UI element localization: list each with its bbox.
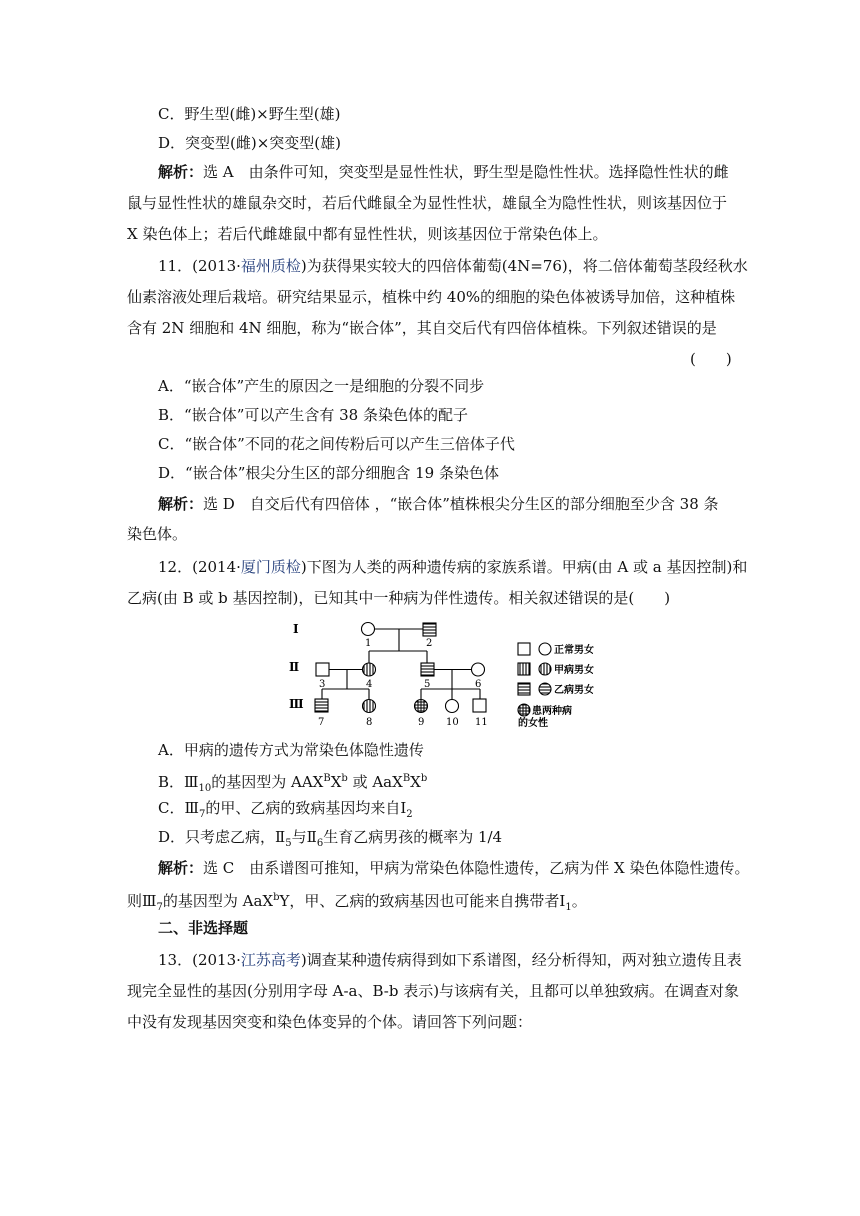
subscript: 1 [565,902,572,913]
individual-III9-both-diseases-female [415,700,428,713]
explanation-text: 选 C 由系谱图可推知，甲病为常染色体隐性遗传，乙病为伴 X 染色体隐性遗传。 [203,859,750,877]
text-seg: 或 AaX [347,773,403,791]
individual-II6-normal-female [472,663,485,676]
individual-III11-normal-male [473,699,486,712]
subscript: 6 [316,838,324,849]
q13-stem-text: )调查某种遗传病得到如下系谱图，经分析得知，两对独立遗传且表 [300,951,742,969]
superscript: B [402,773,411,784]
label-n8: 8 [366,717,373,728]
q11-option-a: A．“嵌合体”产生的原因之一是细胞的分裂不同步 [158,377,485,395]
subscript: 7 [156,902,163,913]
individual-III7-yi-male [315,699,328,712]
text-seg: 则Ⅲ [127,892,157,910]
subscript: 2 [406,809,413,820]
section-heading: 二、非选择题 [158,919,249,937]
label-n11: 11 [475,717,488,728]
individual-II4-jia-female [363,663,376,676]
text-seg: 的基因型为 AaX [162,892,274,910]
label-n7: 7 [318,717,325,728]
legend-both-female-symbol [518,704,530,716]
individual-I2-yi-male [423,623,436,636]
legend-normal-male-symbol [518,643,530,655]
q11-number: 11．(2013· [158,257,241,275]
legend-yi-male-symbol [518,683,530,695]
pedigree-diagram [285,617,625,737]
individual-I1-normal-female [362,623,375,636]
q12-number: 12．(2014· [158,558,241,576]
text-seg: B．Ⅲ [158,773,199,791]
q12-source-link[interactable]: 厦门质检 [240,558,301,576]
q11-stem-text: )为获得果实较大的四倍体葡萄(4N=76)，将二倍体葡萄茎段经秋水 [300,257,748,275]
q12-stem-text: )下图为人类的两种遗传病的家族系谱。甲病(由 A 或 a 基因控制)和 [300,558,748,576]
q11-option-d: D．“嵌合体”根尖分生区的部分细胞含 19 条染色体 [158,464,499,482]
superscript: B [323,773,331,784]
q11-answer-paren: ( ) [690,350,732,368]
q12-option-b [158,769,427,799]
q12-explanation-1 [158,858,749,878]
q10-option-d: D．突变型(雌)×突变型(雄) [158,134,342,152]
q12-stem-1 [158,557,747,577]
text-seg: 。 [571,892,587,910]
text-seg: 的基因型为 AAX [211,773,324,791]
text-seg: D．只考虑乙病，Ⅱ [158,828,286,846]
explanation-label: 解析： [158,163,204,181]
superscript: b [341,773,348,784]
label-n3: 3 [319,679,326,690]
generation-label-3: Ⅲ [289,697,304,711]
superscript: b [420,773,428,784]
q10-explanation-1 [158,162,729,182]
text-seg: 生育乙病男孩的概率为 1/4 [323,828,503,846]
subscript: 7 [198,809,206,820]
legend-normal-female-symbol [539,643,551,655]
q11-stem-1 [158,256,748,276]
q10-explanation-2: 鼠与显性性状的雄鼠杂交时，若后代雌鼠全为显性性状，雄鼠全为隐性性状，则该基因位于 [127,194,728,212]
individual-III8-jia-female [363,700,376,713]
legend-yi-label: 乙病男女 [554,685,594,696]
individual-II5-yi-male [421,663,434,676]
text-seg: C．Ⅲ [158,799,199,817]
text-seg: 的甲、乙病的致病基因均来自Ⅰ [205,799,407,817]
explanation-text: 选 D 自交后代有四倍体 ，“嵌合体”植株根尖分生区的部分细胞至少含 38 条 [203,495,719,513]
label-n9: 9 [418,717,425,728]
q12-option-c [158,798,413,825]
text-seg: X [330,773,342,791]
individual-II3-normal-male [316,663,329,676]
legend-both-label-2: 的女性 [518,718,548,729]
q12-stem-2: 乙病(由 B 或 b 基因控制)，已知其中一种病为伴性遗传。相关叙述错误的是( ) [127,589,671,607]
q11-source-link[interactable]: 福州质检 [240,257,301,275]
legend-jia-label: 甲病男女 [554,665,594,676]
legend-jia-female-symbol [539,663,551,675]
text-seg: X [410,773,421,791]
text-seg: 与Ⅱ [291,828,317,846]
q13-stem-3: 中没有发现基因突变和染色体变异的个体。请回答下列问题： [127,1013,533,1031]
explanation-label: 解析： [158,495,204,513]
q13-stem-2: 现完全显性的基因(分别用字母 A-a、B-b 表示)与该病有关，且都可以单独致病。在调查对象 [127,982,740,1000]
q11-option-c: C．“嵌合体”不同的花之间传粉后可以产生三倍体子代 [158,435,515,453]
legend-both-label-1: 患两种病 [532,706,572,717]
pedigree-legend [518,643,594,729]
text-seg: Y，甲、乙病的致病基因也可能来自携带者Ⅰ [279,892,566,910]
q11-stem-2: 仙素溶液处理后栽培。研究结果显示，植株中约 40%的细胞的染色体被诱导加倍，这种植株 [127,288,736,306]
subscript: 10 [198,783,212,794]
q11-stem-3: 含有 2N 细胞和 4N 细胞，称为“嵌合体”，其自交后代有四倍体植株。下列叙述错误的是 [127,319,717,337]
generation-label-1: Ⅰ [293,622,299,636]
q12-option-a: A．甲病的遗传方式为常染色体隐性遗传 [158,741,424,759]
label-n1: 1 [365,638,372,649]
q13-number: 13．(2013· [158,951,241,969]
legend-normal-label: 正常男女 [554,645,594,656]
superscript: b [273,892,280,903]
legend-yi-female-symbol [539,683,551,695]
subscript: 5 [285,838,292,849]
explanation-text: 选 A 由条件可知，突变型是显性性状，野生型是隐性性状。选择隐性性状的雌 [203,163,729,181]
q10-explanation-3: X 染色体上；若后代雌雄鼠中都有显性性状，则该基因位于常染色体上。 [127,225,608,243]
label-n10: 10 [446,717,459,728]
label-n4: 4 [366,679,373,690]
q13-source-link[interactable]: 江苏高考 [240,951,301,969]
q10-option-c: C．野生型(雌)×野生型(雄) [158,105,341,123]
legend-jia-male-symbol [518,663,530,675]
label-n5: 5 [424,679,431,690]
q11-option-b: B．“嵌合体”可以产生含有 38 条染色体的配子 [158,406,468,424]
explanation-label: 解析： [158,859,204,877]
label-n6: 6 [475,679,482,690]
q11-explanation-1 [158,494,719,514]
label-n2: 2 [426,638,433,649]
q12-option-d [158,827,502,854]
q13-stem-1 [158,950,742,970]
q11-explanation-2: 染色体。 [127,525,188,543]
individual-III10-normal-female [446,700,459,713]
generation-label-2: Ⅱ [289,660,300,674]
q12-explanation-2 [127,888,587,918]
